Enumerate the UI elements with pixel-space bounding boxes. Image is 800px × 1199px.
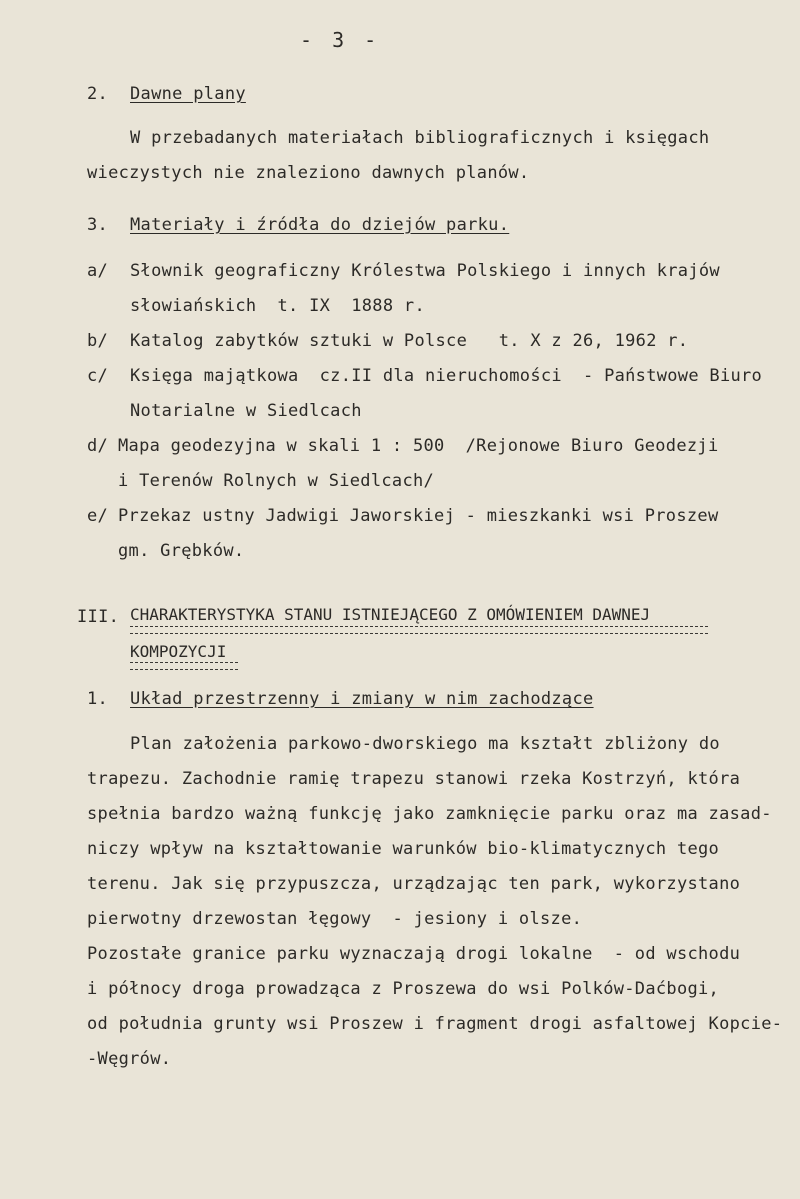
- source-item-line: słowiańskich t. IX 1888 r.: [130, 296, 425, 316]
- body-line: Pozostałe granice parku wyznaczają drogi lokalne - od wschodu: [87, 944, 741, 964]
- chapter-title-line: KOMPOZYCJI: [130, 642, 227, 661]
- source-marker: b/: [87, 331, 109, 351]
- source-item-line: Mapa geodezyjna w skali 1 : 500 /Rejonowe Biuro Geodezji: [118, 436, 719, 456]
- source-item-line: gm. Grębków.: [118, 541, 245, 561]
- section-2-paragraph-line: wieczystych nie znaleziono dawnych planów.: [87, 163, 530, 183]
- section-2-number: 2.: [87, 84, 109, 104]
- chapter-title-line: CHARAKTERYSTYKA STANU ISTNIEJĄCEGO Z OMÓWIENIEM DAWNEJ: [130, 605, 651, 624]
- source-item-line: Katalog zabytków sztuki w Polsce t. X z 26, 1962 r.: [130, 331, 689, 351]
- source-item-line: i Terenów Rolnych w Siedlcach/: [118, 471, 435, 491]
- body-line: terenu. Jak się przypuszcza, urządzając ten park, wykorzystano: [87, 874, 741, 894]
- source-item-line: Przekaz ustny Jadwigi Jaworskiej - mieszkanki wsi Proszew: [118, 506, 719, 526]
- subsection-1-title: Układ przestrzenny i zmiany w nim zachodzące: [130, 689, 594, 709]
- source-marker: c/: [87, 366, 109, 386]
- page-number: - 3 -: [300, 28, 381, 52]
- section-2-title: Dawne plany: [130, 84, 246, 104]
- body-line: od południa grunty wsi Proszew i fragment drogi asfaltowej Kopcie-: [87, 1014, 783, 1034]
- body-line: Plan założenia parkowo-dworskiego ma kształt zbliżony do: [130, 734, 720, 754]
- source-item-line: Księga majątkowa cz.II dla nieruchomości - Państwowe Biuro: [130, 366, 763, 386]
- body-line: niczy wpływ na kształtowanie warunków bio-klimatycznych tego: [87, 839, 720, 859]
- section-2-paragraph-line: W przebadanych materiałach bibliograficznych i księgach: [130, 128, 710, 148]
- source-marker: e/: [87, 506, 109, 526]
- section-3-number: 3.: [87, 215, 109, 235]
- body-line: pierwotny drzewostan łęgowy - jesiony i olsze.: [87, 909, 583, 929]
- body-line: -Węgrów.: [87, 1049, 172, 1069]
- source-marker: d/: [87, 436, 109, 456]
- source-item-line: Słownik geograficzny Królestwa Polskiego i innych krajów: [130, 261, 720, 281]
- source-marker: a/: [87, 261, 109, 281]
- section-3-title: Materiały i źródła do dziejów parku.: [130, 215, 510, 235]
- chapter-number: III.: [77, 607, 120, 627]
- subsection-1-number: 1.: [87, 689, 109, 709]
- body-line: i północy droga prowadząca z Proszewa do wsi Polków-Daćbogi,: [87, 979, 720, 999]
- double-underline: [130, 626, 708, 634]
- double-underline: [130, 662, 238, 670]
- body-line: spełnia bardzo ważną funkcję jako zamknięcie parku oraz ma zasad-: [87, 804, 772, 824]
- source-item-line: Notarialne w Siedlcach: [130, 401, 362, 421]
- body-line: trapezu. Zachodnie ramię trapezu stanowi rzeka Kostrzyń, która: [87, 769, 741, 789]
